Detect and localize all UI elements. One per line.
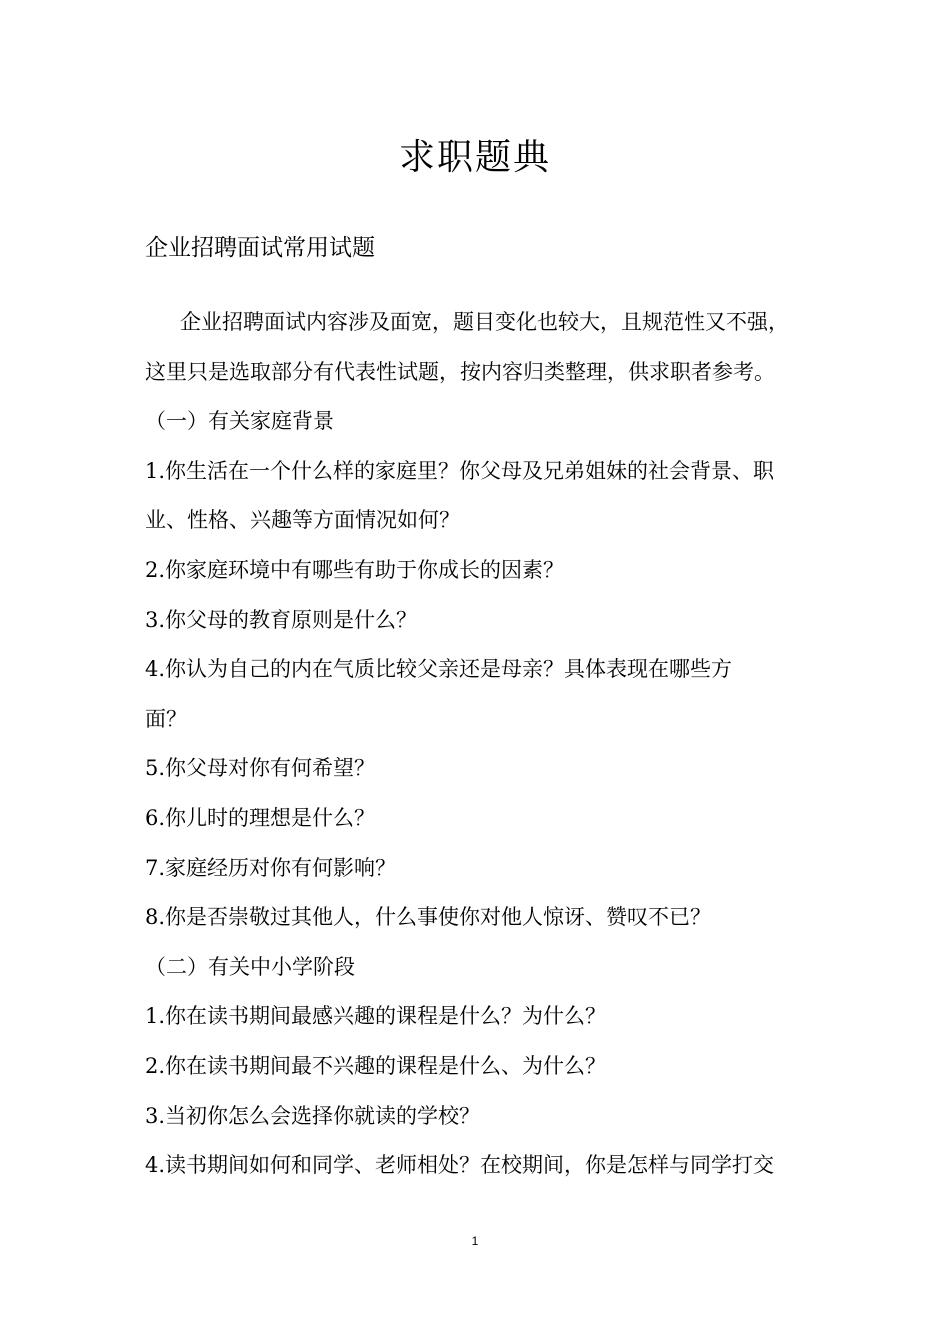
document-title: 求职题典 — [398, 137, 551, 178]
question-item-continuation: 面？ — [145, 706, 187, 731]
question-item: 2.你家庭环境中有哪些有助于你成长的因素？ — [145, 557, 565, 582]
question-item: 1.你生活在一个什么样的家庭里？你父母及兄弟姐妹的社会背景、职 — [145, 458, 775, 483]
question-item: 5.你父母对你有何希望？ — [145, 756, 376, 781]
question-item: 8.你是否崇敬过其他人，什么事使你对他人惊讶、赞叹不已？ — [145, 905, 712, 930]
question-item: 7.家庭经历对你有何影响？ — [145, 855, 397, 880]
question-item: 4.读书期间如何和同学、老师相处？在校期间，你是怎样与同学打交 — [145, 1153, 775, 1178]
question-item: 6.你儿时的理想是什么？ — [145, 805, 376, 830]
section-heading: 企业招聘面试常用试题 — [145, 235, 375, 261]
question-item: 3.当初你怎么会选择你就读的学校？ — [145, 1103, 481, 1128]
document-body — [145, 298, 815, 1191]
intro-paragraph-line: 这里只是选取部分有代表性试题，按内容归类整理，供求职者参考。 — [145, 359, 775, 384]
intro-paragraph-line: 企业招聘面试内容涉及面宽，题目变化也较大，且规范性又不强， — [180, 310, 789, 334]
page-number: 1 — [471, 1234, 479, 1248]
question-item: 1.你在读书期间最感兴趣的课程是什么？为什么？ — [145, 1004, 607, 1029]
question-item: 3.你父母的教育原则是什么？ — [145, 607, 418, 632]
question-item: 2.你在读书期间最不兴趣的课程是什么、为什么？ — [145, 1053, 607, 1078]
question-item-continuation: 业、性格、兴趣等方面情况如何？ — [145, 508, 460, 533]
category-heading-family: （一）有关家庭背景 — [145, 409, 334, 434]
category-heading-school: （二）有关中小学阶段 — [145, 954, 355, 979]
question-item: 4.你认为自己的内在气质比较父亲还是母亲？具体表现在哪些方 — [145, 657, 733, 682]
